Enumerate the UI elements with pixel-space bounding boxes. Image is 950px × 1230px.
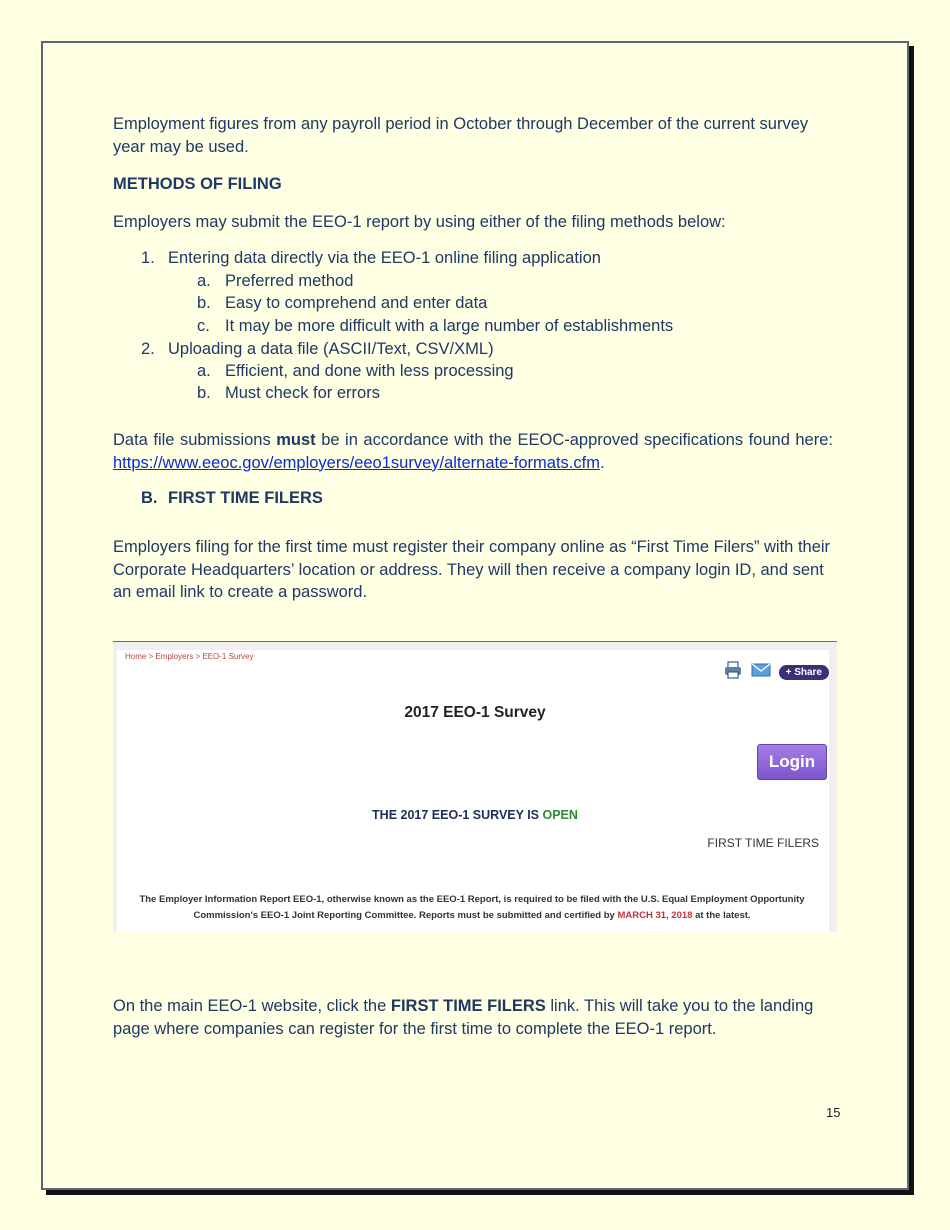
email-icon[interactable]: [751, 662, 771, 683]
share-button[interactable]: + Share: [779, 665, 829, 680]
sub-list-item: [197, 294, 487, 313]
list-text: Entering data directly via the EEO-1 online filing application: [168, 249, 601, 267]
list-text: Uploading a data file (ASCII/Text, CSV/XML): [168, 340, 494, 358]
text-run: .: [599, 453, 605, 472]
text-run: Data file submissions: [113, 431, 271, 449]
emphasis-must: must: [276, 431, 316, 449]
list-item: [141, 340, 494, 359]
list-letter: a.: [197, 272, 211, 290]
status-text: THE 2017 EEO-1 SURVEY IS: [372, 808, 543, 822]
page-number: 15: [826, 1105, 841, 1120]
list-text: It may be more difficult with a large number of establishments: [225, 317, 674, 335]
list-number: 2.: [141, 340, 155, 358]
specifications-link[interactable]: https://www.eeoc.gov/employers/eeo1survey/alternate-formats.cfm: [113, 453, 600, 472]
section-title: FIRST TIME FILERS: [168, 489, 323, 507]
list-letter: b.: [197, 384, 211, 402]
list-text: Preferred method: [225, 272, 354, 290]
heading-first-time-filers: [141, 489, 323, 508]
text-run: On the main EEO-1 website, click the: [113, 997, 387, 1015]
note-text: at the latest.: [692, 910, 751, 921]
emphasis-first-time-filers: FIRST TIME FILERS: [390, 997, 546, 1015]
text-run: be in accordance with the EEOC-approved specifications found here:: [321, 431, 833, 449]
list-letter: a.: [197, 362, 211, 380]
document-page: [41, 41, 909, 1190]
paragraph-first-time-register: Employers filing for the first time must register their company online as “First Time Filers” with their Corporate Headquarters’ location or address. They will then receive a company login ID, and sent an email link to create a password.: [113, 538, 831, 601]
status-open-word: OPEN: [542, 808, 578, 822]
list-text: Efficient, and done with less processing: [225, 362, 514, 380]
list-number: 1.: [141, 249, 155, 267]
list-text: Easy to comprehend and enter data: [225, 294, 488, 312]
list-text: Must check for errors: [225, 384, 380, 402]
share-toolbar: [723, 660, 829, 685]
paragraph-data-file-submissions: [113, 429, 833, 474]
survey-status: [113, 808, 837, 822]
list-item: [141, 249, 601, 268]
sub-list-item: [197, 362, 514, 381]
deadline-text: MARCH 31, 2018: [617, 910, 693, 921]
paragraph-main-website: [113, 995, 833, 1040]
sub-list-item: [197, 384, 380, 403]
sub-list-item: [197, 272, 353, 291]
heading-methods-of-filing: METHODS OF FILING: [113, 175, 282, 193]
section-letter: B.: [141, 489, 158, 507]
login-button[interactable]: Login: [757, 744, 827, 780]
list-letter: b.: [197, 294, 211, 312]
website-panel: [117, 650, 829, 932]
first-time-filers-link[interactable]: FIRST TIME FILERS: [707, 836, 819, 850]
breadcrumb[interactable]: Home > Employers > EEO-1 Survey: [125, 652, 254, 661]
eeo1-website-screenshot: [113, 641, 837, 932]
note-text: The Employer Information Report EEO-1, otherwise known as the EEO-1 Report, is required to be filed with the U.S. Equal Employment Opportunity Commission's EEO-1 Joint Reporting Committee. Reports must be submitted and certified by: [139, 894, 805, 921]
text-run: link. This will take you to the landing page where companies can register for the first time to complete the EEO-1 report.: [113, 997, 814, 1038]
sub-list-item: [197, 317, 673, 336]
survey-description: [127, 892, 817, 924]
list-letter: c.: [197, 317, 210, 335]
survey-title: 2017 EEO-1 Survey: [404, 704, 546, 721]
paragraph-filing-intro: Employers may submit the EEO-1 report by using either of the filing methods below:: [113, 213, 726, 231]
printer-icon[interactable]: [723, 660, 743, 685]
paragraph-employment-figures: Employment figures from any payroll period in October through December of the current survey year may be used.: [113, 115, 809, 156]
